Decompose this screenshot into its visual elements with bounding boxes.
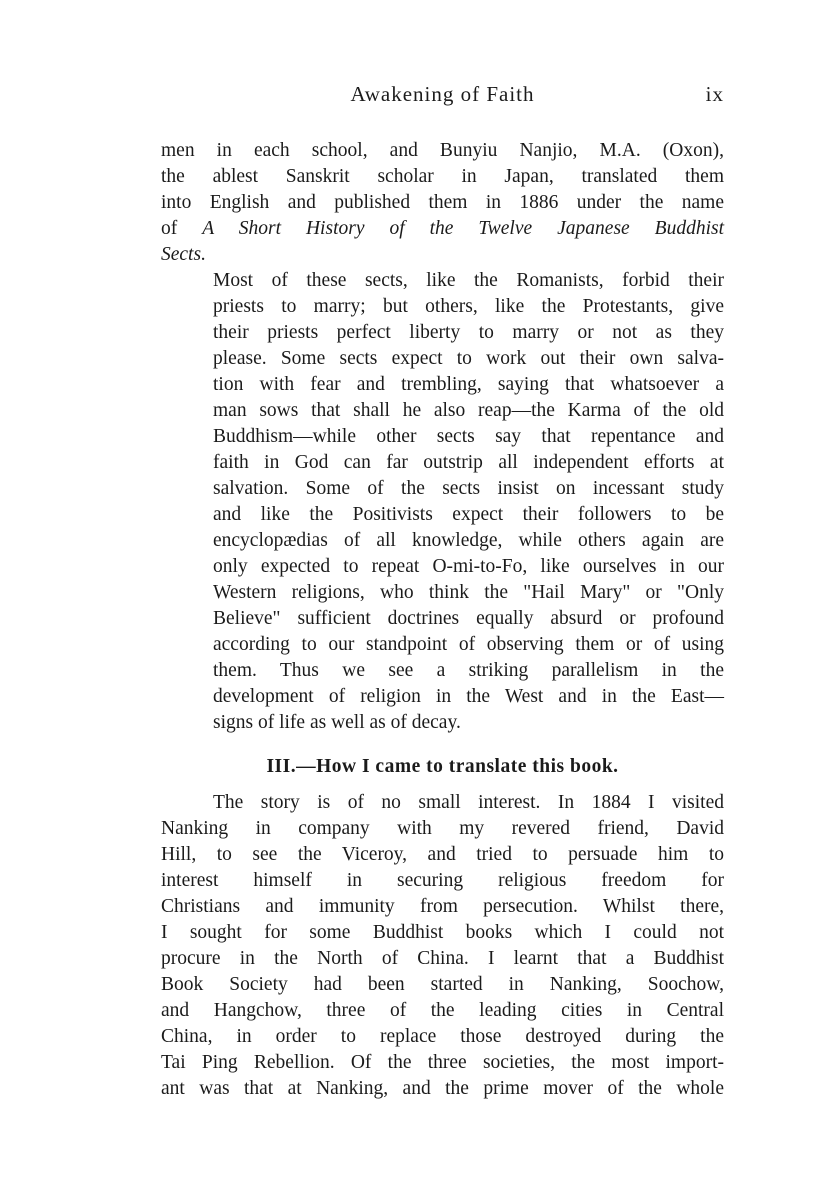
text-line: man sows that shall he also reap—the Karma of the old bbox=[213, 400, 724, 421]
text-fragment: of bbox=[161, 218, 203, 239]
paragraph-sects-comparison bbox=[161, 268, 724, 736]
text-line: Believe" sufficient doctrines equally absurd or profound bbox=[213, 608, 724, 629]
text-line: and Hangchow, three of the leading cities in Central bbox=[161, 1000, 724, 1021]
text-line: ant was that at Nanking, and the prime mover of the whole bbox=[161, 1078, 724, 1099]
text-line: tion with fear and trembling, saying that whatsoever a bbox=[213, 374, 724, 395]
text-line: Hill, to see the Viceroy, and tried to persuade him to bbox=[161, 844, 724, 865]
text-line bbox=[161, 216, 724, 242]
text-line: salvation. Some of the sects insist on incessant study bbox=[213, 478, 724, 499]
body-text bbox=[161, 138, 724, 1102]
text-line: priests to marry; but others, like the Protestants, give bbox=[213, 296, 724, 317]
text-line: only expected to repeat O-mi-to-Fo, like ourselves in our bbox=[213, 556, 724, 577]
text-line: I sought for some Buddhist books which I could not bbox=[161, 922, 724, 943]
text-line: Book Society had been started in Nanking, Soochow, bbox=[161, 974, 724, 995]
text-line: Christians and immunity from persecution. Whilst there, bbox=[161, 896, 724, 917]
text-line: their priests perfect liberty to marry or not as they bbox=[213, 322, 724, 343]
text-line: interest himself in securing religious freedom for bbox=[161, 870, 724, 891]
text-line: Western religions, who think the "Hail Mary" or "Only bbox=[213, 582, 724, 603]
book-title-italic: Sects. bbox=[161, 244, 206, 265]
text-line: Most of these sects, like the Romanists, forbid their bbox=[213, 270, 724, 291]
text-line: Tai Ping Rebellion. Of the three societies, the most import- bbox=[161, 1052, 724, 1073]
text-line: the ablest Sanskrit scholar in Japan, translated them bbox=[161, 166, 724, 187]
page-number: ix bbox=[705, 82, 724, 106]
text-line: according to our standpoint of observing them or of using bbox=[213, 634, 724, 655]
text-line: men in each school, and Bunyiu Nanjio, M.A. (Oxon), bbox=[161, 140, 724, 161]
text-line: encyclopædias of all knowledge, while others again are bbox=[213, 530, 724, 551]
text-line bbox=[161, 242, 724, 268]
text-line: China, in order to replace those destroyed during the bbox=[161, 1026, 724, 1047]
text-line: please. Some sects expect to work out their own salva- bbox=[213, 348, 724, 369]
paragraph-translation-story bbox=[161, 790, 724, 1102]
text-line: and like the Positivists expect their followers to be bbox=[213, 504, 724, 525]
section-heading: III.—How I came to translate this book. bbox=[266, 756, 619, 777]
paragraph-sects-history bbox=[161, 138, 724, 268]
text-line: into English and published them in 1886 under the name bbox=[161, 192, 724, 213]
text-line: procure in the North of China. I learnt that a Buddhist bbox=[161, 948, 724, 969]
running-head bbox=[161, 80, 724, 110]
text-line: The story is of no small interest. In 1884 I visited bbox=[213, 792, 724, 813]
text-line: faith in God can far outstrip all independent efforts at bbox=[213, 452, 724, 473]
book-title-italic: A Short History of the Twelve Japanese Buddhist bbox=[202, 218, 724, 239]
running-head-title: Awakening of Faith bbox=[350, 82, 535, 106]
text-line: development of religion in the West and in the East— bbox=[213, 686, 724, 707]
text-line: Nanking in company with my revered friend, David bbox=[161, 818, 724, 839]
text-line: Buddhism—while other sects say that repentance and bbox=[213, 426, 724, 447]
text-line: signs of life as well as of decay. bbox=[213, 712, 461, 733]
text-line: them. Thus we see a striking parallelism in the bbox=[213, 660, 724, 681]
